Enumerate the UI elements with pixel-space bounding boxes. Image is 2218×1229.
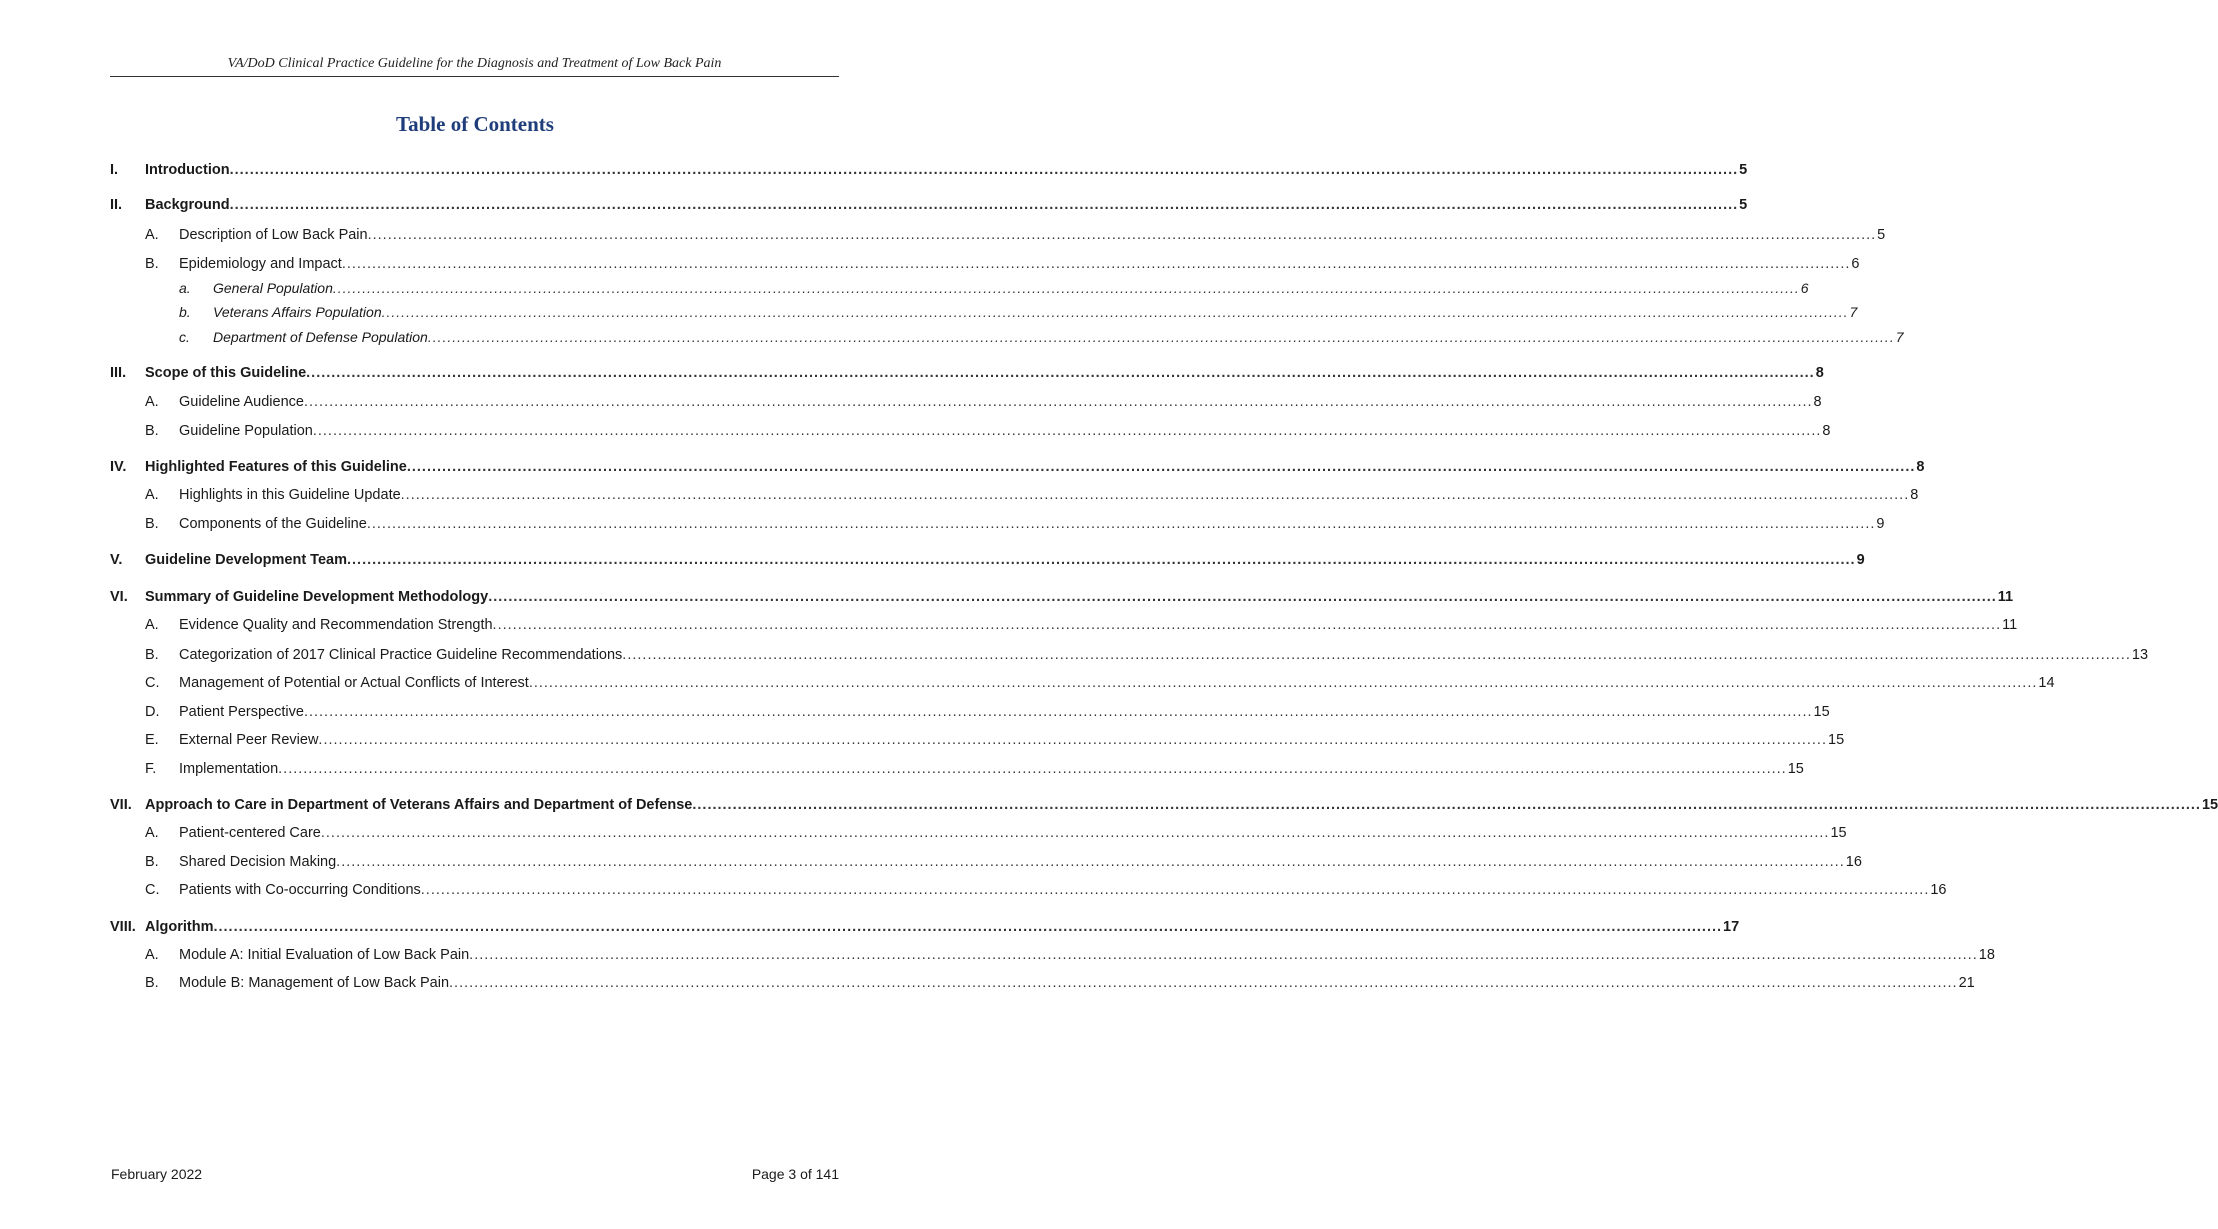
toc-entry-number: E. — [145, 732, 159, 748]
toc-entry-number: D. — [145, 704, 160, 720]
toc-entry-title: Summary of Guideline Development Methodology — [145, 589, 489, 605]
footer-date: February 2022 — [111, 1166, 203, 1182]
toc-entry[interactable] — [145, 643, 2149, 667]
toc-entry-number: IV. — [110, 459, 127, 475]
toc-entry-page: 11 — [1997, 589, 2014, 605]
toc-entry-title: External Peer Review — [179, 732, 319, 748]
toc-entry-number: A. — [145, 825, 159, 841]
toc-dot-leader: ............................................................................................................................................................................................................................................................................................................ — [400, 487, 1910, 503]
toc-dot-leader: ............................................................................................................................................................................................................................................................................................................ — [381, 304, 1849, 320]
toc-dot-leader: ............................................................................................................................................................................................................................................................................................................ — [229, 197, 1739, 213]
toc-dot-leader: ............................................................................................................................................................................................................................................................................................................ — [420, 882, 1930, 898]
toc-entry-number: VII. — [110, 797, 132, 813]
toc-dot-leader: ............................................................................................................................................................................................................................................................................................................ — [229, 162, 1739, 178]
toc-entry-number: C. — [145, 882, 160, 898]
toc-entry-page: 13 — [2131, 647, 2149, 663]
toc-dot-leader: ............................................................................................................................................................................................................................................................................................................ — [320, 825, 1830, 841]
toc-entry-page: 5 — [1739, 162, 1748, 178]
toc-entry-page: 15 — [1787, 761, 1804, 777]
toc-entry-number: VIII. — [110, 919, 136, 935]
toc-entry-page: 15 — [1813, 704, 1830, 720]
toc-entry[interactable] — [145, 512, 1885, 536]
toc-entry-page: 11 — [2002, 617, 2018, 633]
toc-entry-page: 15 — [2201, 797, 2218, 813]
toc-dot-leader: ............................................................................................................................................................................................................................................................................................................ — [213, 919, 1723, 935]
toc-entry-page: 16 — [1930, 882, 1947, 898]
toc-dot-leader: ............................................................................................................................................................................................................................................................................................................ — [692, 797, 2201, 813]
toc-entry-number: C. — [145, 675, 160, 691]
toc-entry-title: Introduction — [145, 162, 230, 178]
toc-entry[interactable] — [145, 850, 1862, 874]
toc-entry[interactable] — [110, 193, 1748, 217]
toc-entry-title: Patient Perspective — [179, 704, 304, 720]
toc-dot-leader: ............................................................................................................................................................................................................................................................................................................ — [492, 617, 2002, 633]
toc-entry-page: 14 — [2038, 675, 2055, 691]
toc-entry-title: Algorithm — [145, 919, 214, 935]
toc-entry-title: Approach to Care in Department of Veterans Affairs and Department of Defense — [145, 797, 693, 813]
toc-entry-title: Components of the Guideline — [179, 516, 367, 532]
toc-entry-title: Management of Potential or Actual Conflicts of Interest — [179, 675, 529, 691]
toc-entry-page: 15 — [1828, 732, 1845, 748]
toc-entry-number: V. — [110, 552, 123, 568]
toc-entry[interactable] — [110, 455, 1925, 479]
toc-entry[interactable] — [145, 390, 1822, 414]
toc-dot-leader: ............................................................................................................................................................................................................................................................................................................ — [303, 704, 1813, 720]
toc-entry-number: B. — [145, 423, 159, 439]
toc-entry[interactable] — [145, 252, 1860, 276]
toc-entry[interactable] — [179, 276, 1809, 300]
toc-entry-title: Epidemiology and Impact — [179, 256, 342, 272]
toc-entry[interactable] — [145, 971, 1975, 995]
toc-entry-page: 21 — [1958, 975, 1975, 991]
toc-entry-title: Department of Defense Population — [213, 329, 428, 345]
toc-entry-page: 8 — [1813, 394, 1822, 410]
toc-dot-leader: ............................................................................................................................................................................................................................................................................................................ — [406, 459, 1916, 475]
toc-dot-leader: ............................................................................................................................................................................................................................................................................................................ — [366, 516, 1876, 532]
toc-entry-number: B. — [145, 975, 159, 991]
running-header: VA/DoD Clinical Practice Guideline for the Diagnosis and Treatment of Low Back Pain — [227, 56, 722, 71]
toc-dot-leader: ............................................................................................................................................................................................................................................................................................................ — [427, 329, 1895, 345]
toc-entry-title: Patient-centered Care — [179, 825, 321, 841]
toc-entry-number: A. — [145, 227, 159, 243]
footer-page-number: Page 3 of 141 — [751, 1166, 839, 1182]
toc-entry[interactable] — [179, 300, 1858, 324]
toc-entry-title: Implementation — [179, 761, 279, 777]
toc-entry-page: 5 — [1739, 197, 1748, 213]
toc-entry-page: 8 — [1815, 365, 1824, 381]
toc-entry-number: A. — [145, 487, 159, 503]
toc-dot-leader: ............................................................................................................................................................................................................................................................................................................ — [449, 975, 1958, 991]
toc-entry[interactable] — [145, 728, 1845, 752]
toc-entry-page: 9 — [1856, 552, 1865, 568]
toc-entry[interactable] — [145, 757, 1804, 781]
toc-entry-page: 7 — [1895, 329, 1904, 345]
toc-entry[interactable] — [145, 821, 1847, 845]
toc-dot-leader: ............................................................................................................................................................................................................................................................................................................ — [488, 589, 1997, 605]
toc-entry-page: 15 — [1830, 825, 1847, 841]
toc-entry-title: Veterans Affairs Population — [213, 304, 382, 320]
toc-entry-title: Module B: Management of Low Back Pain — [179, 975, 450, 991]
toc-entry-number: II. — [110, 197, 123, 213]
toc-entry-title: Shared Decision Making — [179, 854, 337, 870]
toc-entry[interactable] — [110, 793, 2218, 817]
toc-entry-number: A. — [145, 617, 159, 633]
toc-entry-title: Module A: Initial Evaluation of Low Back Pain — [179, 947, 470, 963]
toc-entry-title: Guideline Development Team — [145, 552, 347, 568]
toc-dot-leader: ............................................................................................................................................................................................................................................................................................................ — [622, 647, 2131, 663]
page-title: Table of Contents — [396, 112, 554, 136]
toc-entry-number: III. — [110, 365, 127, 381]
toc-entry-page: 17 — [1723, 919, 1740, 935]
toc-entry-page: 7 — [1849, 304, 1858, 320]
header-divider — [110, 76, 839, 77]
toc-dot-leader: ............................................................................................................................................................................................................................................................................................................ — [367, 227, 1877, 243]
toc-entry[interactable] — [110, 915, 1740, 939]
toc-entry-title: Guideline Population — [179, 423, 313, 439]
toc-entry-title: Description of Low Back Pain — [179, 227, 368, 243]
toc-entry-title: Categorization of 2017 Clinical Practice Guideline Recommendations — [179, 647, 623, 663]
toc-dot-leader: ............................................................................................................................................................................................................................................................................................................ — [278, 761, 1787, 777]
toc-dot-leader: ............................................................................................................................................................................................................................................................................................................ — [528, 675, 2038, 691]
toc-entry-number: c. — [179, 329, 190, 345]
toc-dot-leader: ............................................................................................................................................................................................................................................................................................................ — [346, 552, 1856, 568]
toc-entry[interactable] — [110, 548, 1865, 572]
toc-entry-page: 8 — [1910, 487, 1919, 503]
toc-entry[interactable] — [145, 943, 1995, 967]
toc-entry-number: F. — [145, 761, 157, 777]
toc-entry[interactable] — [145, 223, 1886, 247]
toc-entry-number: I. — [110, 162, 119, 178]
toc-entry[interactable] — [145, 700, 1830, 724]
toc-entry[interactable] — [179, 325, 1904, 349]
toc-entry-title: Evidence Quality and Recommendation Strength — [179, 617, 493, 633]
toc-entry-number: b. — [179, 304, 191, 320]
toc-entry-page: 6 — [1800, 280, 1809, 296]
toc-entry-page: 5 — [1877, 227, 1886, 243]
toc-entry-number: VI. — [110, 589, 128, 605]
toc-entry[interactable] — [110, 158, 1748, 182]
toc-entry-number: B. — [145, 516, 159, 532]
toc-dot-leader: ............................................................................................................................................................................................................................................................................................................ — [303, 394, 1813, 410]
toc-dot-leader: ............................................................................................................................................................................................................................................................................................................ — [318, 732, 1827, 748]
toc-entry-title: Scope of this Guideline — [145, 365, 307, 381]
toc-entry[interactable] — [145, 671, 2055, 695]
toc-entry-number: A. — [145, 947, 159, 963]
toc-entry[interactable] — [145, 878, 1947, 902]
toc-entry-page: 18 — [1978, 947, 1995, 963]
toc-entry[interactable] — [145, 483, 1919, 507]
toc-entry-title: Background — [145, 197, 230, 213]
toc-dot-leader: ............................................................................................................................................................................................................................................................................................................ — [306, 365, 1815, 381]
toc-entry-page: 16 — [1845, 854, 1862, 870]
toc-dot-leader: ............................................................................................................................................................................................................................................................................................................ — [336, 854, 1845, 870]
toc-entry-title: Guideline Audience — [179, 394, 304, 410]
toc-entry-page: 9 — [1876, 516, 1885, 532]
toc-entry[interactable] — [145, 613, 2018, 637]
toc-entry[interactable] — [110, 361, 1824, 385]
toc-dot-leader: ............................................................................................................................................................................................................................................................................................................ — [341, 256, 1851, 272]
toc-entry-page: 6 — [1851, 256, 1860, 272]
toc-dot-leader: ............................................................................................................................................................................................................................................................................................................ — [312, 423, 1822, 439]
toc-entry-title: Patients with Co-occurring Conditions — [179, 882, 421, 898]
toc-entry-title: General Population — [213, 280, 333, 296]
toc-entry-title: Highlights in this Guideline Update — [179, 487, 401, 503]
toc-entry-number: B. — [145, 647, 159, 663]
toc-entry-number: B. — [145, 854, 159, 870]
toc-dot-leader: ............................................................................................................................................................................................................................................................................................................ — [332, 280, 1800, 296]
toc-entry-number: a. — [179, 280, 191, 296]
toc-entry[interactable] — [110, 585, 2014, 609]
toc-entry-page: 8 — [1916, 459, 1925, 475]
toc-entry[interactable] — [145, 419, 1831, 443]
toc-entry-number: A. — [145, 394, 159, 410]
toc-entry-page: 8 — [1822, 423, 1831, 439]
toc-entry-title: Highlighted Features of this Guideline — [145, 459, 407, 475]
toc-entry-number: B. — [145, 256, 159, 272]
toc-dot-leader: ............................................................................................................................................................................................................................................................................................................ — [469, 947, 1978, 963]
